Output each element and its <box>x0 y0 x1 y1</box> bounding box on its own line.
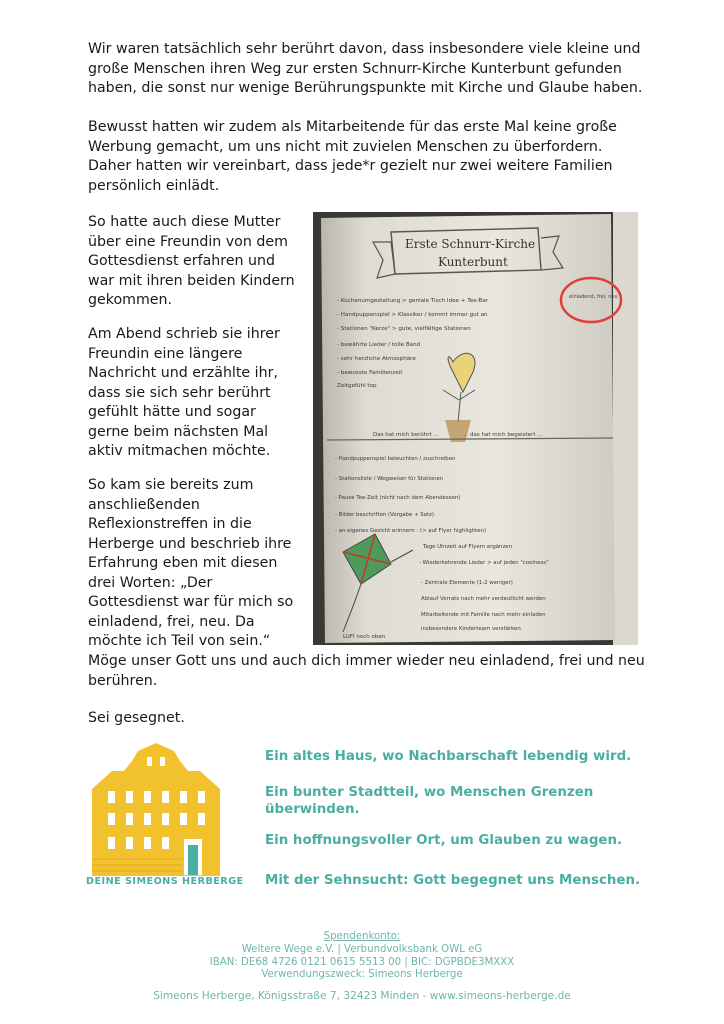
note-line: - Stationen "Kerze" > gute, vielfältige Stationen <box>337 326 471 332</box>
story-text: Am Abend schrieb sie ihrer Freundin eine längere Nachricht und erzählte ihr, dass sie sich sehr berührt gefühlt hätte und sogar gerne beim nächsten Mal aktiv mitmachen möchte. <box>88 326 280 459</box>
slogan-item: Ein altes Haus, wo Nachbarschaft lebendig wird. <box>265 749 632 764</box>
advertising-paragraph: Bewusst hatten wir zudem als Mitarbeitende für das erste Mal keine große Werbung gemacht, um uns nicht mit zuvielen Menschen zu überfordern. Daher hatten wir vereinbart, dass jede*r gezielt nur zwei weitere Familien persönlich einlädt. <box>88 119 617 194</box>
intro-paragraph: Wir waren tatsächlich sehr berührt davon, dass insbesondere viele kleine und große Menschen ihren Weg zur ersten Schnurr-Kirche Kunterbunt gefunden haben, die sonst nur wenige Berührungspunkte mit Kirche und Glaube haben. <box>88 41 643 96</box>
donation-purpose: Verwendungszweck: Simeons Herberge <box>261 969 463 980</box>
flipchart-drawing <box>313 212 638 645</box>
circled-note: einladend, frei, neu <box>569 294 618 300</box>
footer-address: Simeons Herberge, Königsstraße 7, 32423 Minden - www.simeons-herberge.de <box>153 990 571 1002</box>
note-line: - Pause Tee-Zeit (nicht nach dem Abendessen) <box>335 495 461 501</box>
note-line: - sehr herzliche Atmosphäre <box>337 356 416 362</box>
note-line: Mitarbeitende mit Familie nach mehr einladen <box>421 612 546 618</box>
slogan-item: Ein hoffnungsvoller Ort, um Glauben zu wagen. <box>265 833 623 848</box>
note-line: - Bilder beschriften (Vorgabe + Satz) <box>335 512 434 518</box>
footer-note: LUFI noch oben <box>343 634 386 640</box>
divider-left-label: Das hat mich berührt ... <box>373 432 439 438</box>
note-line: - bewährte Lieder / tolle Band <box>337 342 421 348</box>
herberge-logo <box>86 731 226 891</box>
story-text: So hatte auch diese Mutter über eine Freundin von dem Gottesdienst erfahren und war mit ihren beiden Kindern gekommen. <box>88 214 295 308</box>
note-line: Ablauf Vorrats nach mehr verdeutlicht werden <box>421 596 546 602</box>
note-line: - an eigenes Gesicht erinnern : (> auf Flyer highlighten) <box>335 528 487 534</box>
logo-caption: DEINE SIMEONS HERBERGE <box>86 876 244 887</box>
story-text: So kam sie bereits zum anschließenden Reflexionstreffen in die Herberge und beschrieb ihre Erfahrung eben mit diesen drei Worten: „Der Gottesdienst war für mich so einladend, frei, neu. Da möchte ich Teil von sein.“ <box>88 477 294 649</box>
note-line: - Wiederkehrende Lieder > auf jeden "coolness" <box>419 560 549 566</box>
donation-heading: Spendenkonto: <box>323 931 401 942</box>
note-line: insbesondere Kinderteam verstärken <box>421 626 521 632</box>
donation-iban: IBAN: DE68 4726 0121 0615 5513 00 | BIC: DGPBDE3MXXX <box>209 957 515 968</box>
donation-bank: Weitere Wege e.V. | Verbundvolksbank OWL eG <box>241 944 483 955</box>
slogan-item: Ein bunter Stadtteil, wo Menschen Grenzen überwinden. <box>265 785 594 817</box>
banner-subtitle: Kunterbunt <box>438 255 508 269</box>
note-line: - Handpuppenspiel > Klassiker / kommt immer gut an <box>337 312 488 318</box>
story-paragraph-reflection <box>88 476 298 652</box>
note-line: - Zentrale Elemente (1-2 weniger) <box>421 580 513 586</box>
note-line: - Handpuppenspiel beleuchten / zuschreiben <box>335 456 456 462</box>
story-paragraph-message <box>88 325 298 462</box>
divider-right-label: ... das hat mich begeistert ... <box>463 432 543 438</box>
banner-title: Erste Schnurr-Kirche <box>405 237 536 251</box>
note-line: - bewusste Familienzeit <box>337 370 403 376</box>
note-line: - Stationsliste / Wegweiser für Stationen <box>335 476 444 482</box>
story-paragraph-mother <box>88 213 298 311</box>
note-line: - Küchenumgestaltung > geniale Tisch Idee + Tee-Bar <box>337 298 488 304</box>
note-line: Zeitgefühl top <box>337 383 377 389</box>
note-line: Tage Uhrzeit auf Flyern ergänzen <box>423 544 513 550</box>
sign-off: Sei gesegnet. <box>88 710 185 726</box>
slogan-item: Mit der Sehnsucht: Gott begegnet uns Menschen. <box>265 873 641 888</box>
blessing-paragraph: Möge unser Gott uns und auch dich immer wieder neu einladend, frei und neu berühren. <box>88 653 645 689</box>
flipchart-photo <box>313 212 638 645</box>
